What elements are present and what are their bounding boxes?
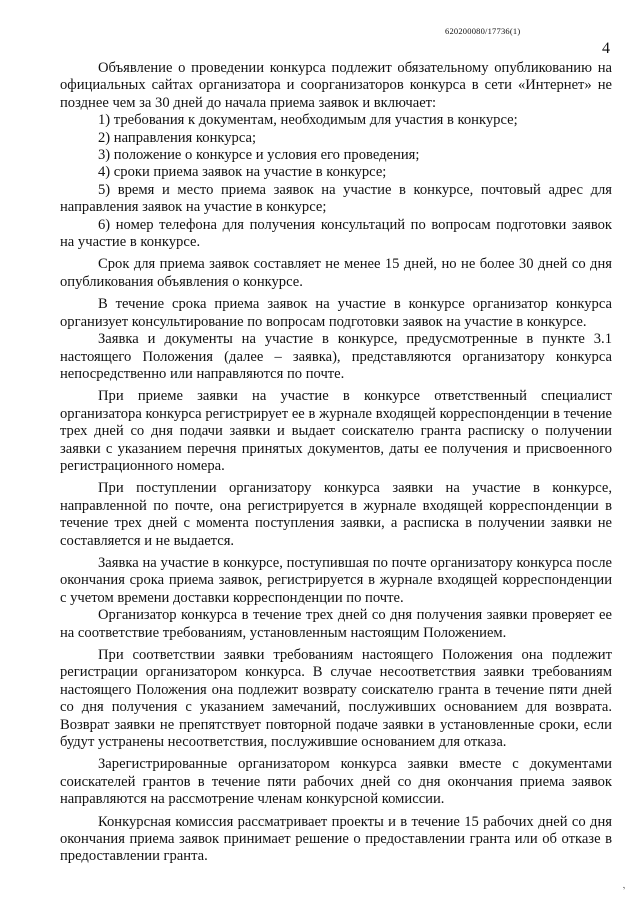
list-item-4: 4) сроки приема заявок на участие в конкурсе; <box>98 164 387 181</box>
scan-mark: , <box>620 879 627 892</box>
paragraph-deadline: Срок для приема заявок составляет не менее 15 дней, но не более 30 дней со дня опубликования объявления о конкурсе. <box>60 256 612 290</box>
paragraph-submission: Заявка и документы на участие в конкурсе, предусмотренные в пункте 3.1 настоящего Положения (далее – заявка), представляются организатору конкурса непосредственно или направляются по почте. <box>60 331 612 382</box>
page-number: 4 <box>602 40 610 57</box>
paragraph-forwarding: Зарегистрированные организатором конкурса заявки вместе с документами соискателей грантов в течение пяти рабочих дней со дня окончания приема заявок направляются на рассмотрение членам конкурсной комиссии. <box>60 756 612 808</box>
paragraph-late-submission: Заявка на участие в конкурсе, поступившая по почте организатору конкурса после окончания срока приема заявок, регистрируется в журнале входящей корреспонденции с учетом времени доставки корреспонденции по почте. <box>60 554 612 606</box>
list-item-1: 1) требования к документам, необходимым для участия в конкурсе; <box>98 112 518 129</box>
paragraph-compliance: При соответствии заявки требованиям настоящего Положения она подлежит регистрации организатором конкурса. В случае несоответствия заявки требованиям настоящего Положения она подлежит возврату соискателю гранта в течение пяти дней со дня получения с указанием замечаний, послуживших основанием для возврата. Возврат заявки не препятствует повторной подаче заявки в установленные сроки, если будут устранены несоответствия, послужившие основанием для отказа. <box>60 647 612 751</box>
list-item-2: 2) направления конкурса; <box>98 129 257 146</box>
paragraph-registration: При приеме заявки на участие в конкурсе ответственный специалист организатора конкурса регистрирует ее в журнале входящей корреспонденции в течение трех дней со дня подачи заявки и выдает соискателю гранта расписку о получении заявки с указанием перечня принятых документов, даты ее получения и присвоенного регистрационного номера. <box>60 388 612 474</box>
paragraph-announcement: Объявление о проведении конкурса подлежит обязательному опубликованию на официальных сайтах организатора и соорганизаторов конкурса в сети «Интернет» не позднее чем за 30 дней до начала приема заявок и включает: <box>60 60 612 111</box>
list-item-3: 3) положение о конкурсе и условия его проведения; <box>98 147 420 164</box>
paragraph-consulting: В течение срока приема заявок на участие в конкурсе организатор конкурса организует консультирование по вопросам подготовки заявок на участие в конкурсе. <box>60 296 612 330</box>
list-item-6: 6) номер телефона для получения консультаций по вопросам подготовки заявок на участие в конкурсе. <box>60 216 612 251</box>
list-item-5: 5) время и место приема заявок на участие в конкурсе, почтовый адрес для направления заявок на участие в конкурсе; <box>60 181 612 216</box>
document-id: 620200080/17736(1) <box>445 26 521 36</box>
paragraph-verification: Организатор конкурса в течение трех дней со дня получения заявки проверяет ее на соответствие требованиям, установленным настоящим Положением. <box>60 607 612 641</box>
paragraph-mail-receipt: При поступлении организатору конкурса заявки на участие в конкурсе, направленной по почте, она регистрируется в журнале входящей корреспонденции в течение трех дней с момента поступления заявки, а расписка в получении заявки не составляется и не выдается. <box>60 480 612 549</box>
paragraph-commission-decision: Конкурсная комиссия рассматривает проекты и в течение 15 рабочих дней со дня окончания приема заявок принимает решение о предоставлении гранта или об отказе в предоставлении гранта. <box>60 813 612 865</box>
document-body <box>60 60 612 866</box>
